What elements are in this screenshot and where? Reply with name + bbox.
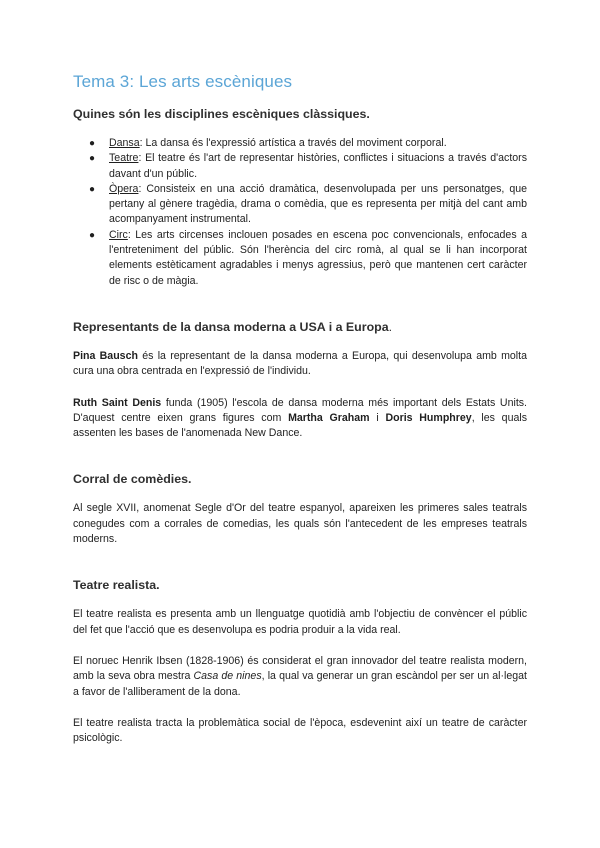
section-heading-corral: Corral de comèdies. — [73, 472, 192, 487]
bullet-icon: ● — [89, 229, 96, 241]
term-opera: Òpera — [109, 182, 139, 195]
bullet-icon: ● — [89, 138, 96, 149]
bullet-icon: ● — [89, 183, 96, 195]
paragraph-pina-bausch — [73, 349, 527, 380]
term-teatre: Teatre — [109, 152, 139, 165]
list-item-circ — [73, 228, 527, 289]
paragraph-text: El noruec Henrik Ibsen (1828-1906) és considerat el gran innovador del teatre realista modern, amb la seva obra mestra — [73, 654, 527, 683]
paragraph-text: , les quals assenten les bases de l'anomenada New Dance. — [73, 411, 527, 440]
section-heading-dansa-moderna-text: Representants de la dansa moderna a USA i a Europa — [73, 319, 389, 334]
section-heading-teatre-realista: Teatre realista. — [73, 578, 160, 593]
paragraph-text: , la qual va generar un gran escàndol per ser un al·legat a favor de l'alliberament de la dona. — [73, 670, 527, 698]
paragraph-realista-intro: El teatre realista es presenta amb un llenguatge quotidià amb l'objectiu de convèncer el públic del fet que l'acció que es desenvolupa es podria produir a la vida real. — [73, 608, 527, 636]
disciplines-list — [73, 136, 527, 289]
list-item-dansa — [73, 136, 527, 151]
term-dansa: Dansa — [109, 137, 140, 149]
paragraph-ruth-saint-denis — [73, 396, 527, 442]
page-title: Tema 3: Les arts escèniques — [73, 72, 293, 91]
paragraph-realista-social: El teatre realista tracta la problemàtica social de l'època, esdevenint així un teatre de caràcter psicològic. — [73, 716, 527, 745]
definition-teatre: : El teatre és l'art de representar històries, conflictes i situacions a través d'actors davant d'un públic. — [109, 152, 527, 180]
paragraph-text: és la representant de la dansa moderna a Europa, qui desenvolupa amb molta cura una obra centrada en l'expressió de l'individu. — [73, 349, 528, 378]
definition-dansa: : La dansa és l'expressió artística a través del moviment corporal. — [139, 137, 447, 149]
section-heading-dansa-moderna — [73, 319, 527, 335]
section-heading-disciplines: Quines són les disciplines escèniques clàssiques. — [73, 107, 370, 121]
term-circ: Circ — [109, 228, 128, 241]
list-item-teatre — [73, 151, 527, 182]
bullet-icon: ● — [89, 153, 96, 165]
list-item-opera — [73, 182, 527, 228]
paragraph-ibsen — [73, 654, 527, 700]
definition-opera: : Consisteix en una acció dramàtica, desenvolupada per uns personatges, que pertany al gènere tragèdia, drama o comèdia, que es representa per mitjà del cant amb acompanyament instrumental. — [109, 182, 527, 226]
heading-period: . — [388, 319, 393, 334]
paragraph-corral: Al segle XVII, anomenat Segle d'Or del teatre espanyol, apareixen les primeres sales teatrals conegudes com a corrales de comedias, les quals són l'antecedent de les empreses teatrals moderns. — [73, 502, 527, 546]
name-pina-bausch: Pina Bausch — [73, 349, 138, 362]
work-title-casa-de-nines: Casa de nines — [193, 670, 262, 683]
definition-circ: : Les arts circenses inclouen posades en escena poc convencionals, enfocades a l'entreteniment del públic. Són l'herència del circ romà, al qual se li han incorporat elements estèticament agradables i menys agressius, però que mantenen cert caràcter de risc o de màgia. — [109, 228, 527, 287]
paragraph-text: i — [369, 411, 386, 424]
paragraph-text: funda (1905) l'escola de dansa moderna més important dels Estats Units. D'aquest centre eixen grans figures com — [73, 396, 527, 424]
name-doris-humphrey: Doris Humphrey — [385, 411, 472, 424]
name-martha-graham: Martha Graham — [288, 411, 370, 424]
name-ruth-saint-denis: Ruth Saint Denis — [73, 396, 162, 409]
document-content — [73, 72, 527, 746]
